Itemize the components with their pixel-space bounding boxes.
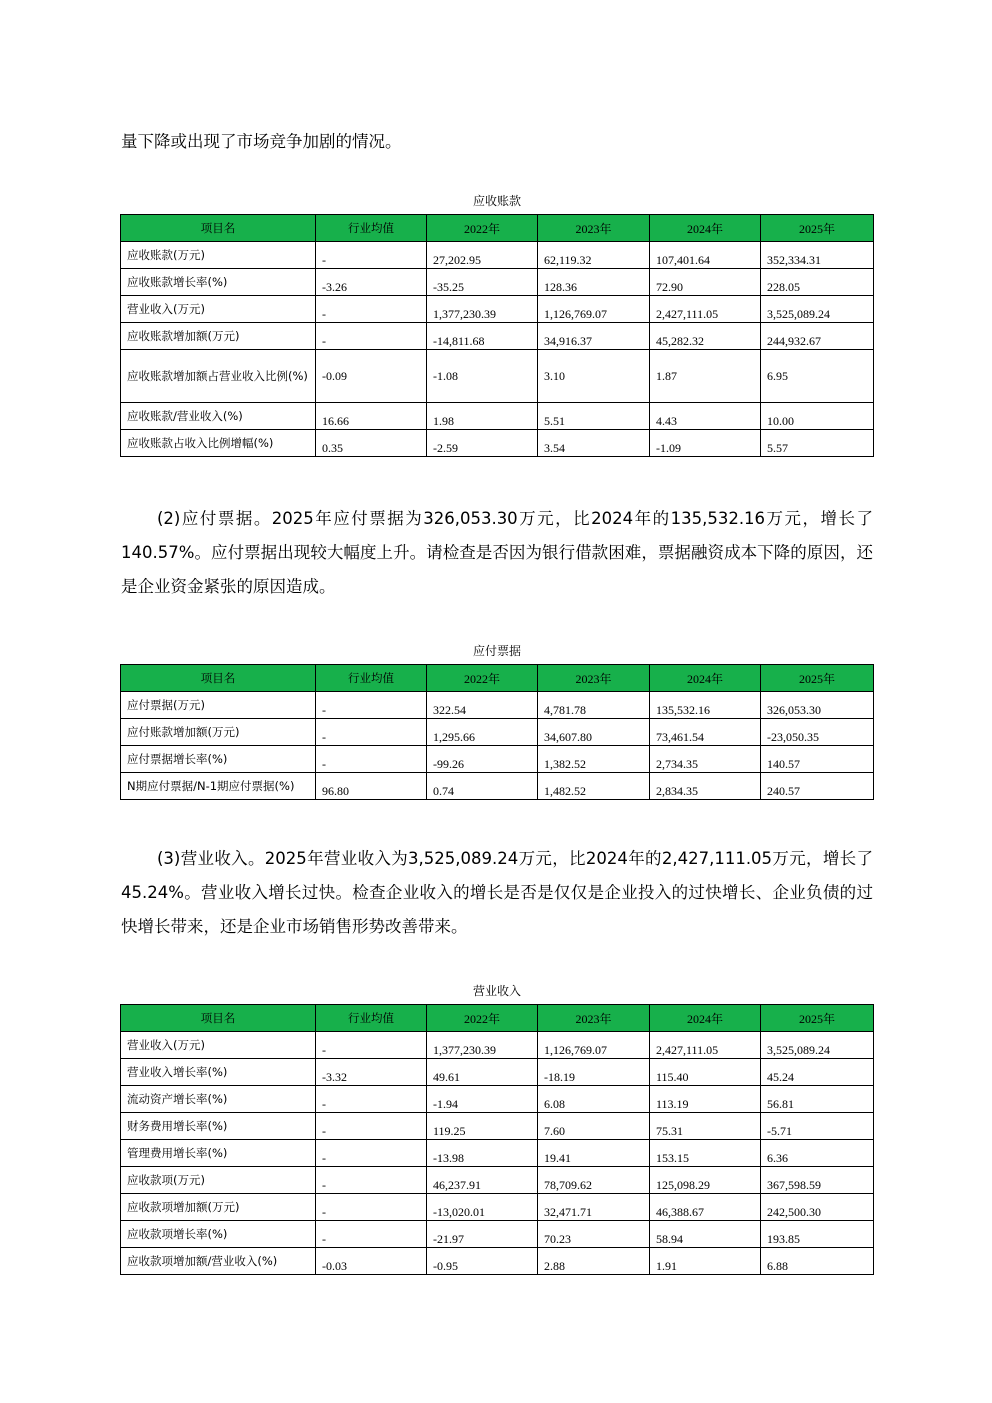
table-cell: 62,119.32: [538, 242, 650, 269]
column-header: 2024年: [650, 215, 761, 242]
table-cell: -: [316, 242, 427, 269]
table-row: [121, 296, 874, 323]
table-cell: 1,295.66: [427, 719, 538, 746]
table-cell: 19.41: [538, 1140, 650, 1167]
table-cell: 1,126,769.07: [538, 296, 650, 323]
table-cell: -: [316, 719, 427, 746]
row-label: 营业收入(万元): [121, 1032, 316, 1059]
row-label: 应收账款增加额占营业收入比例(%): [121, 350, 316, 403]
table-cell: -3.26: [316, 269, 427, 296]
table-cell: -: [316, 1167, 427, 1194]
table-cell: 193.85: [761, 1221, 874, 1248]
row-label: 应收款项增加额(万元): [121, 1194, 316, 1221]
table-cell: -: [316, 1221, 427, 1248]
table-cell: 2,427,111.05: [650, 1032, 761, 1059]
table-cell: -0.95: [427, 1248, 538, 1275]
table-row: [121, 746, 874, 773]
table-cell: -2.59: [427, 430, 538, 457]
table-cell: 16.66: [316, 403, 427, 430]
table-cell: 6.88: [761, 1248, 874, 1275]
notes-payable-paragraph: (2)应付票据。2025年应付票据为326,053.30万元，比2024年的135,532.16万元，增长了140.57%。应付票据出现较大幅度上升。请检查是否因为银行借款困难，票据融资成本下降的原因，还是企业资金紧张的原因造成。: [121, 509, 873, 596]
column-header: 2025年: [761, 215, 874, 242]
table-cell: -: [316, 1113, 427, 1140]
revenue-paragraph: (3)营业收入。2025年营业收入为3,525,089.24万元，比2024年的2,427,111.05万元，增长了45.24%。营业收入增长过快。检查企业收入的增长是否是仅仅是企业投入的过快增长、企业负债的过快增长带来，还是企业市场销售形势改善带来。: [121, 849, 873, 936]
table-row: [121, 1194, 874, 1221]
table-cell: 3.10: [538, 350, 650, 403]
table-cell: -99.26: [427, 746, 538, 773]
table-cell: 3,525,089.24: [761, 1032, 874, 1059]
table-caption-revenue: 营业收入: [472, 984, 521, 998]
table-cell: -: [316, 296, 427, 323]
table-cell: 135,532.16: [650, 692, 761, 719]
table-caption-receivables: 应收账款: [472, 194, 521, 208]
table-cell: 49.61: [427, 1059, 538, 1086]
table-cell: 2.88: [538, 1248, 650, 1275]
table-cell: 1.91: [650, 1248, 761, 1275]
table-cell: 1,126,769.07: [538, 1032, 650, 1059]
table-row: [121, 1248, 874, 1275]
table-cell: 2,734.35: [650, 746, 761, 773]
table-cell: 2,834.35: [650, 773, 761, 800]
table-cell: -: [316, 1086, 427, 1113]
table-cell: 1,482.52: [538, 773, 650, 800]
column-header: 2023年: [538, 665, 650, 692]
column-header: 项目名: [121, 665, 316, 692]
table-cell: 45.24: [761, 1059, 874, 1086]
intro-paragraph: 量下降或出现了市场竞争加剧的情况。: [121, 132, 402, 151]
table-cell: 34,916.37: [538, 323, 650, 350]
row-label: 财务费用增长率(%): [121, 1113, 316, 1140]
table-cell: -1.09: [650, 430, 761, 457]
table-cell: 113.19: [650, 1086, 761, 1113]
column-header: 2025年: [761, 665, 874, 692]
table-cell: -13.98: [427, 1140, 538, 1167]
row-label: 应收账款(万元): [121, 242, 316, 269]
table-cell: -0.09: [316, 350, 427, 403]
table-cell: 56.81: [761, 1086, 874, 1113]
table-row: [121, 1059, 874, 1086]
row-label: 应收账款占收入比例增幅(%): [121, 430, 316, 457]
receivables-table: [120, 214, 874, 457]
table-cell: 119.25: [427, 1113, 538, 1140]
table-cell: 4,781.78: [538, 692, 650, 719]
column-header: 行业均值: [316, 1005, 427, 1032]
table-cell: 10.00: [761, 403, 874, 430]
table-cell: 5.51: [538, 403, 650, 430]
table-cell: 32,471.71: [538, 1194, 650, 1221]
table-cell: 34,607.80: [538, 719, 650, 746]
table-cell: 228.05: [761, 269, 874, 296]
table-cell: 326,053.30: [761, 692, 874, 719]
table-row: [121, 430, 874, 457]
row-label: 营业收入(万元): [121, 296, 316, 323]
column-header: 2022年: [427, 215, 538, 242]
table-row: [121, 269, 874, 296]
column-header: 行业均值: [316, 215, 427, 242]
table-cell: 96.80: [316, 773, 427, 800]
row-label: 应收款项(万元): [121, 1167, 316, 1194]
table-cell: 70.23: [538, 1221, 650, 1248]
table-cell: -: [316, 692, 427, 719]
row-label: 流动资产增长率(%): [121, 1086, 316, 1113]
row-label: N期应付票据/N-1期应付票据(%): [121, 773, 316, 800]
column-header: 行业均值: [316, 665, 427, 692]
table-cell: 72.90: [650, 269, 761, 296]
table-cell: 322.54: [427, 692, 538, 719]
revenue-table: [120, 1004, 874, 1275]
table-cell: 6.36: [761, 1140, 874, 1167]
column-header: 2023年: [538, 215, 650, 242]
table-row: [121, 242, 874, 269]
table-row: [121, 1167, 874, 1194]
table-cell: -18.19: [538, 1059, 650, 1086]
table-row: [121, 1086, 874, 1113]
table-cell: 6.95: [761, 350, 874, 403]
row-label: 应收账款增长率(%): [121, 269, 316, 296]
table-cell: 0.35: [316, 430, 427, 457]
table-header-row: [121, 1005, 874, 1032]
table-cell: 0.74: [427, 773, 538, 800]
table-row: [121, 719, 874, 746]
row-label: 应付账款增加额(万元): [121, 719, 316, 746]
table-cell: 5.57: [761, 430, 874, 457]
table-cell: 1,377,230.39: [427, 296, 538, 323]
row-label: 应收账款/营业收入(%): [121, 403, 316, 430]
table-cell: 367,598.59: [761, 1167, 874, 1194]
table-cell: -23,050.35: [761, 719, 874, 746]
table-cell: -: [316, 1032, 427, 1059]
table-cell: -21.97: [427, 1221, 538, 1248]
table-cell: 6.08: [538, 1086, 650, 1113]
table-cell: 153.15: [650, 1140, 761, 1167]
row-label: 应收款项增加额/营业收入(%): [121, 1248, 316, 1275]
table-cell: 7.60: [538, 1113, 650, 1140]
table-cell: -: [316, 746, 427, 773]
column-header: 2022年: [427, 1005, 538, 1032]
row-label: 应收款项增长率(%): [121, 1221, 316, 1248]
table-header-row: [121, 215, 874, 242]
table-cell: -1.08: [427, 350, 538, 403]
column-header: 项目名: [121, 215, 316, 242]
table-row: [121, 773, 874, 800]
table-cell: 27,202.95: [427, 242, 538, 269]
table-cell: 45,282.32: [650, 323, 761, 350]
table-caption-notes-payable: 应付票据: [472, 644, 521, 658]
column-header: 项目名: [121, 1005, 316, 1032]
table-row: [121, 1113, 874, 1140]
row-label: 应付票据(万元): [121, 692, 316, 719]
table-cell: 128.36: [538, 269, 650, 296]
table-cell: 4.43: [650, 403, 761, 430]
table-cell: 46,388.67: [650, 1194, 761, 1221]
table-cell: -: [316, 323, 427, 350]
table-cell: 1.98: [427, 403, 538, 430]
table-row: [121, 692, 874, 719]
table-cell: 1,377,230.39: [427, 1032, 538, 1059]
table-cell: 2,427,111.05: [650, 296, 761, 323]
table-cell: -: [316, 1140, 427, 1167]
table-row: [121, 323, 874, 350]
row-label: 管理费用增长率(%): [121, 1140, 316, 1167]
table-cell: -35.25: [427, 269, 538, 296]
table-cell: -1.94: [427, 1086, 538, 1113]
column-header: 2024年: [650, 1005, 761, 1032]
table-cell: 58.94: [650, 1221, 761, 1248]
table-cell: 242,500.30: [761, 1194, 874, 1221]
table-cell: 140.57: [761, 746, 874, 773]
table-row: [121, 1221, 874, 1248]
table-cell: -13,020.01: [427, 1194, 538, 1221]
table-cell: 46,237.91: [427, 1167, 538, 1194]
table-cell: 1,382.52: [538, 746, 650, 773]
column-header: 2023年: [538, 1005, 650, 1032]
column-header: 2024年: [650, 665, 761, 692]
table-cell: -: [316, 1194, 427, 1221]
table-cell: 115.40: [650, 1059, 761, 1086]
row-label: 营业收入增长率(%): [121, 1059, 316, 1086]
table-cell: 1.87: [650, 350, 761, 403]
notes-payable-table: [120, 664, 874, 800]
table-cell: 352,334.31: [761, 242, 874, 269]
table-cell: -0.03: [316, 1248, 427, 1275]
table-cell: -14,811.68: [427, 323, 538, 350]
table-cell: 3.54: [538, 430, 650, 457]
table-cell: 244,932.67: [761, 323, 874, 350]
table-cell: -3.32: [316, 1059, 427, 1086]
column-header: 2022年: [427, 665, 538, 692]
table-cell: 125,098.29: [650, 1167, 761, 1194]
column-header: 2025年: [761, 1005, 874, 1032]
table-row: [121, 403, 874, 430]
table-cell: 240.57: [761, 773, 874, 800]
table-cell: 73,461.54: [650, 719, 761, 746]
table-cell: 107,401.64: [650, 242, 761, 269]
table-cell: 3,525,089.24: [761, 296, 874, 323]
table-row: [121, 1032, 874, 1059]
table-cell: 78,709.62: [538, 1167, 650, 1194]
table-row: [121, 350, 874, 403]
table-cell: 75.31: [650, 1113, 761, 1140]
row-label: 应收账款增加额(万元): [121, 323, 316, 350]
table-cell: -5.71: [761, 1113, 874, 1140]
table-header-row: [121, 665, 874, 692]
row-label: 应付票据增长率(%): [121, 746, 316, 773]
table-row: [121, 1140, 874, 1167]
